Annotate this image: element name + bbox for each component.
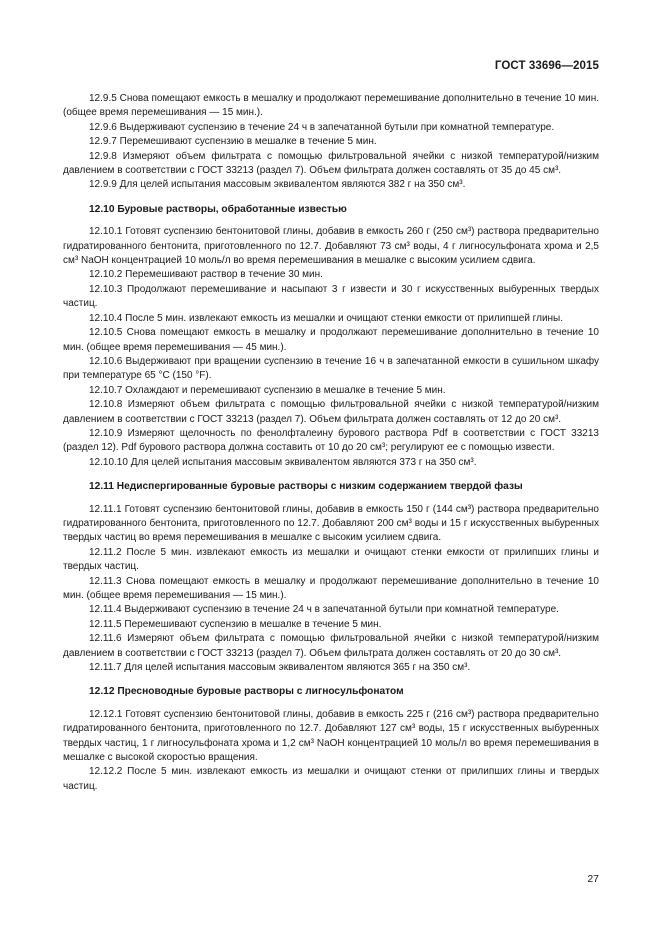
paragraph: 12.9.5 Снова помещают емкость в мешалку и продолжают перемешивание дополнительно в течение 10 мин. (общее время перемешивания — 15 мин.). xyxy=(63,93,599,119)
paragraph: 12.9.9 Для целей испытания массовым эквивалентом являются 382 г на 350 см³. xyxy=(89,179,466,191)
paragraph: 12.11.2 После 5 мин. извлекают емкость из мешалки и очищают стенки емкости от прилипших глины и твердых частиц. xyxy=(63,546,599,573)
section-heading: 12.10 Буровые растворы, обработанные известью xyxy=(89,203,347,215)
paragraph: 12.11.5 Перемешивают суспензию в мешалке в течение 5 мин. xyxy=(89,618,382,630)
paragraph: 12.10.2 Перемешивают раствор в течение 30 мин. xyxy=(89,269,323,281)
paragraph: 12.10.6 Выдерживают при вращении суспензию в течение 16 ч в запечатанной емкости в сушильном шкафу при температуре 65 °С (150 °F). xyxy=(63,355,599,382)
paragraph: 12.12.1 Готовят суспензию бентонитовой глины, добавив в емкость 225 г (216 см³) раствора предварительно гидратированного бентонита, приготовленного по 12.7. Добавляют 127 см³ воды, 15 г искусственных выбуренных твердых частиц, 1 г лигносульфоната хрома и 1,2 см³ NaOH концентрацией 10 моль/л во время перемешивания в мешалке с высокой скоростью вращения. xyxy=(63,708,599,764)
paragraph: 12.11.4 Выдерживают суспензию в течение 24 ч в запечатанной бутыли при комнатной температуре. xyxy=(89,604,559,616)
paragraph: 12.10.1 Готовят суспензию бентонитовой глины, добавив в емкость 260 г (250 см³) раствора предварительно гидратированного бентонита, приготовленного по 12.7. Добавляют 73 см³ воды, 4 г лигносульфоната хрома и 2,5 см³ NaOH концентрацией 10 моль/л во время перемешивания в мешалке с высоким усилием сдвига. xyxy=(63,226,599,267)
paragraph: 12.10.10 Для целей испытания массовым эквивалентом являются 373 г на 350 см³. xyxy=(89,456,477,468)
paragraph: 12.10.4 После 5 мин. извлекают емкость из мешалки и очищают стенки емкости от прилипшей глины. xyxy=(89,312,564,324)
document-id: ГОСТ 33696—2015 xyxy=(494,60,599,72)
document-body xyxy=(63,92,599,794)
section-heading: 12.12 Пресноводные буровые растворы с лигносульфонатом xyxy=(89,686,404,698)
paragraph: 12.12.2 После 5 мин. извлекают емкость из мешалки и очищают стенки от прилипших глины и твердых частиц. xyxy=(63,766,599,792)
paragraph: 12.9.7 Перемешивают суспензию в мешалке в течение 5 мин. xyxy=(89,136,377,148)
paragraph: 12.9.6 Выдерживают суспензию в течение 24 ч в запечатанной бутыли при комнатной температуре. xyxy=(89,121,555,133)
paragraph: 12.11.1 Готовят суспензию бентонитовой глины, добавив в емкость 150 г (144 см³) раствора предварительно гидратированного бентонита, приготовленного по 12.7. Добавляют 200 см³ воды и 15 г искусственных выбуренных твердых частиц во время перемешивания в мешалке с высоким усилием сдвига. xyxy=(63,503,599,544)
paragraph: 12.11.6 Измеряют объем фильтрата с помощью фильтровальной ячейки с низкой температурой/низким давлением в соответствии с ГОСТ 33213 (раздел 7). Объем фильтрата должен составлять от 20 до 30 см³. xyxy=(63,633,599,659)
paragraph: 12.10.8 Измеряют объем фильтрата с помощью фильтровальной ячейки с низкой температурой/низким давлением в соответствии с ГОСТ 33213 (раздел 7). Объем фильтрата должен составлять от 12 до 20 см³. xyxy=(63,399,599,425)
section-heading: 12.11 Недиспергированные буровые растворы с низким содержанием твердой фазы xyxy=(89,481,523,493)
paragraph: 12.9.8 Измеряют объем фильтрата с помощью фильтровальной ячейки с низкой температурой/низким давлением в соответствии с ГОСТ 33213 (раздел 7). Объем фильтрата должен составлять от 35 до 45 см³. xyxy=(63,150,599,177)
paragraph: 12.10.9 Измеряют щелочность по фенолфталеину бурового раствора Pdf в соответствии с ГОСТ 33213 (раздел 12). Pdf бурового раствора должна составить от 10 до 20 см³; регулируют ее с помощью извести. xyxy=(63,427,599,454)
paragraph: 12.10.3 Продолжают перемешивание и насыпают 3 г извести и 30 г искусственных выбуренных твердых частиц. xyxy=(63,283,599,310)
paragraph: 12.11.7 Для целей испытания массовым эквивалентом являются 365 г на 350 см³. xyxy=(89,662,471,674)
page-number: 27 xyxy=(587,873,599,885)
paragraph: 12.10.5 Снова помещают емкость в мешалку и продолжают перемешивание дополнительно в течение 10 мин. (общее время перемешивания — 45 мин.). xyxy=(63,327,599,353)
paragraph: 12.11.3 Снова помещают емкость в мешалку и продолжают перемешивание дополнительно в течение 10 мин. (общее время перемешивания — 15 мин.). xyxy=(63,575,599,601)
paragraph: 12.10.7 Охлаждают и перемешивают суспензию в мешалке в течение 5 мин. xyxy=(89,384,446,396)
